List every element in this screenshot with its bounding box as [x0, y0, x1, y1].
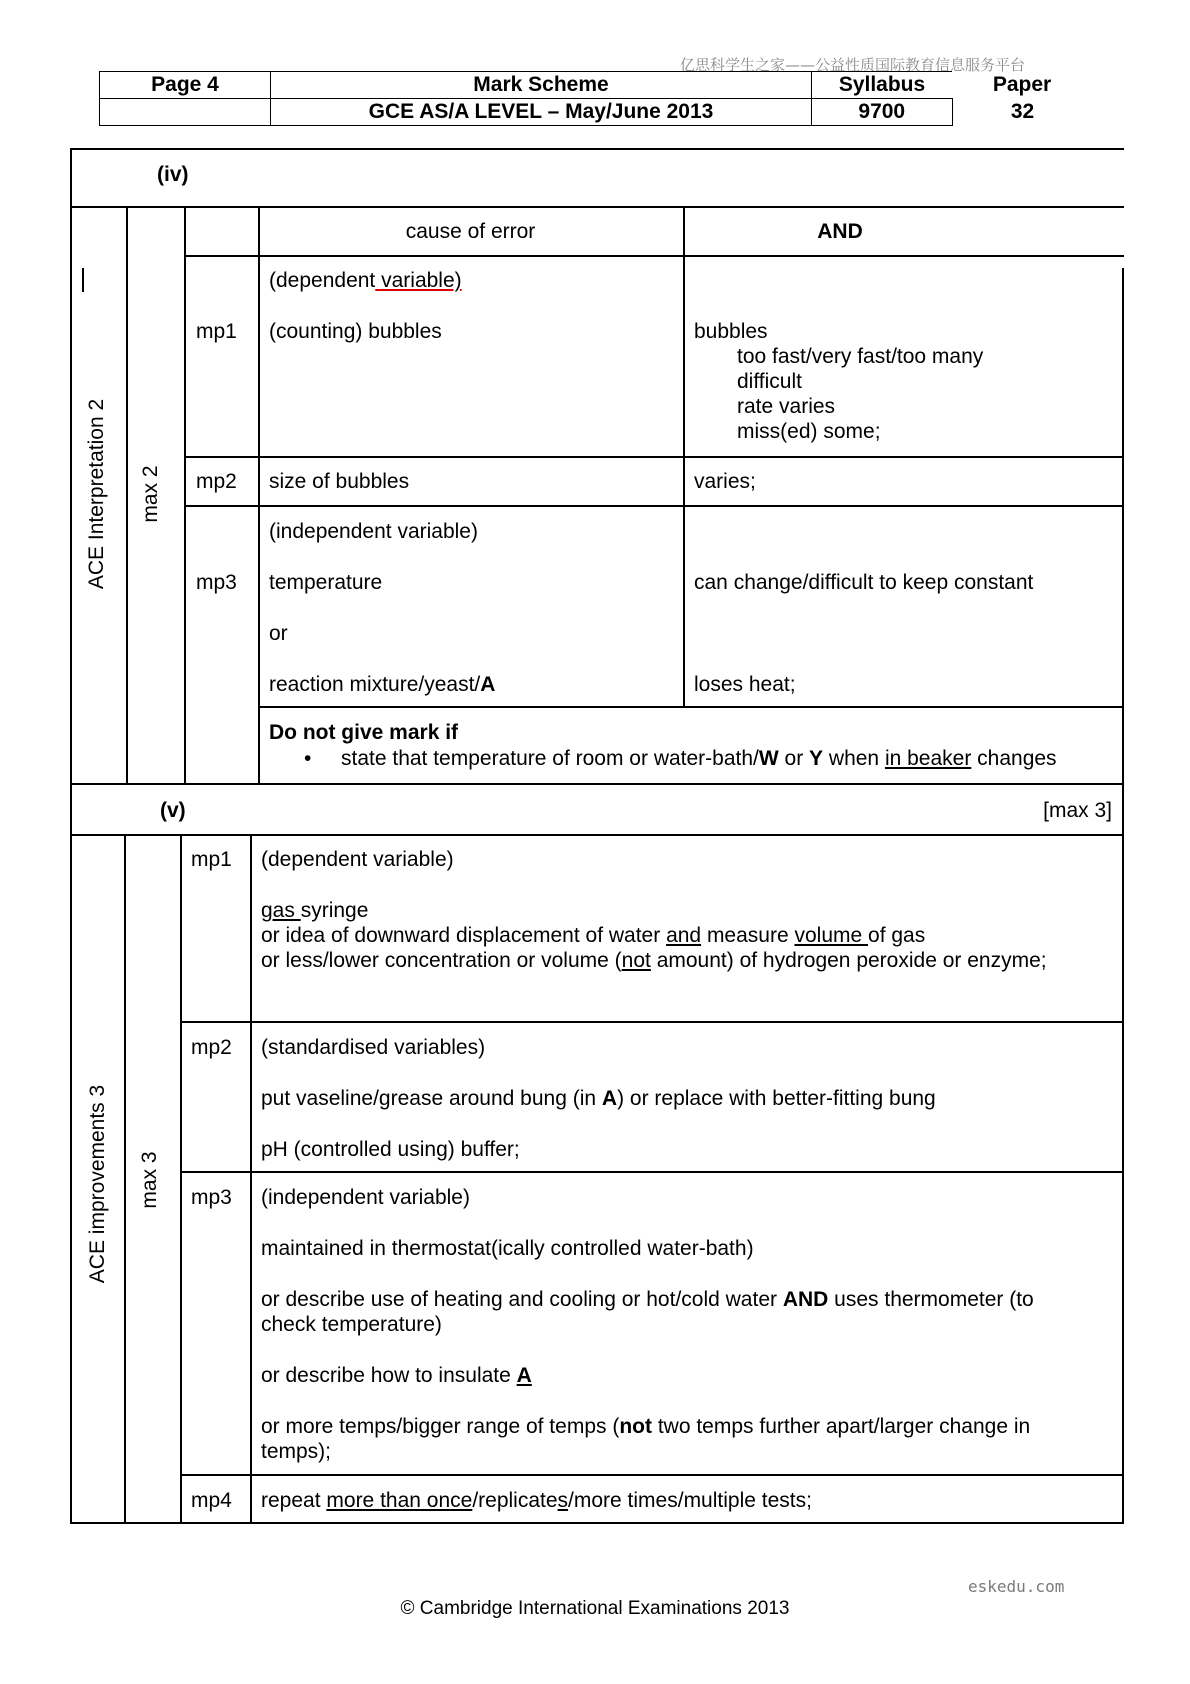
v-mp3-independent: (independent variable) [261, 1186, 470, 1209]
paper-number: 32 [1010, 100, 1035, 123]
watermark-text: 亿思科学生之家——公益性质国际教育信息服务平台 [680, 56, 1026, 74]
ace-improvements-label: ACE improvements 3 [86, 1084, 109, 1284]
v-mp3-label: mp3 [191, 1186, 232, 1209]
ace-interpretation-label: ACE Interpretation 2 [85, 398, 108, 590]
v-mp4-text: repeat more than once/replicates/more times/multiple tests; [261, 1489, 812, 1512]
v-mp1-line3: or less/lower concentration or volume (not amount) of hydrogen peroxide or enzyme; [261, 949, 1047, 972]
mp3-or: or [269, 622, 288, 645]
mp2-effect: varies; [694, 470, 756, 493]
v-mp3-line1: maintained in thermostat(ically controlled water-bath) [261, 1237, 754, 1260]
mp3-temperature: temperature [269, 571, 383, 594]
bullet-icon: • [304, 747, 312, 770]
mp1-cause: (counting) bubbles [269, 320, 442, 343]
do-not-give-title: Do not give mark if [269, 721, 459, 744]
syllabus-label: Syllabus [812, 72, 953, 99]
syllabus-code: 9700 [812, 99, 953, 126]
v-mp2-line1: put vaseline/grease around bung (in A) or replace with better-fitting bung [261, 1087, 936, 1110]
v-mp3-line4: or more temps/bigger range of temps (not two temps further apart/larger change in [261, 1415, 1031, 1438]
independent-variable-label: (independent variable) [269, 520, 478, 543]
v-mp1-label: mp1 [191, 848, 232, 871]
mp1-effect-3: rate varies [737, 395, 836, 418]
col-cause-of-error: cause of error [405, 220, 536, 243]
max-2-label: max 2 [139, 465, 162, 523]
header-table [99, 71, 1093, 126]
mp1-effect-2: difficult [737, 370, 802, 393]
max-3-label: max 3 [138, 1151, 161, 1209]
exam-title: GCE AS/A LEVEL – May/June 2013 [271, 99, 812, 126]
mp1-effect-head: bubbles [694, 320, 768, 343]
paper-label: Paper [992, 73, 1052, 96]
mp2-cause: size of bubbles [269, 470, 410, 493]
v-mp1-dependent: (dependent variable) [261, 848, 454, 871]
page-number: Page 4 [100, 72, 271, 99]
mp3-mixture-effect: loses heat; [694, 673, 796, 696]
v-mp4-label: mp4 [191, 1489, 232, 1512]
mp3-reaction-mixture: reaction mixture/yeast/A [269, 673, 496, 696]
do-not-give-bullet: state that temperature of room or water-bath/W or Y when in beaker changes [341, 747, 1057, 770]
v-mp1-line1: gas syringe [261, 899, 369, 922]
v-mp3-line2-cont: check temperature) [261, 1313, 442, 1336]
mp1-label: mp1 [196, 320, 237, 343]
col-and: AND [817, 220, 863, 243]
dependent-variable-label: (dependent variable) [269, 269, 462, 292]
v-mp3-line4-cont: temps); [261, 1440, 332, 1463]
mp2-label: mp2 [196, 470, 237, 493]
site-watermark: eskedu.com [968, 1577, 1065, 1596]
v-mp1-line2: or idea of downward displacement of water and measure volume of gas [261, 924, 926, 947]
mp3-temperature-effect: can change/difficult to keep constant [694, 571, 1034, 594]
v-mp2-line2: pH (controlled using) buffer; [261, 1138, 520, 1161]
v-mp2-label: mp2 [191, 1036, 232, 1059]
v-mp3-line2: or describe use of heating and cooling or hot/cold water AND uses thermometer (to [261, 1288, 1034, 1311]
mp3-label: mp3 [196, 571, 237, 594]
mark-scheme-label: Mark Scheme [271, 72, 812, 99]
v-mp2-standardised: (standardised variables) [261, 1036, 486, 1059]
mp1-effect-1: too fast/very fast/too many [737, 345, 984, 368]
v-mp3-line3: or describe how to insulate A [261, 1364, 532, 1387]
part-iv-label: (iv) [157, 163, 189, 186]
part-v-label: (v) [160, 799, 186, 822]
part-v-max: [max 3] [1043, 799, 1112, 822]
copyright-footer: © Cambridge International Examinations 2013 [400, 1598, 790, 1619]
mp1-effect-4: miss(ed) some; [737, 420, 881, 443]
